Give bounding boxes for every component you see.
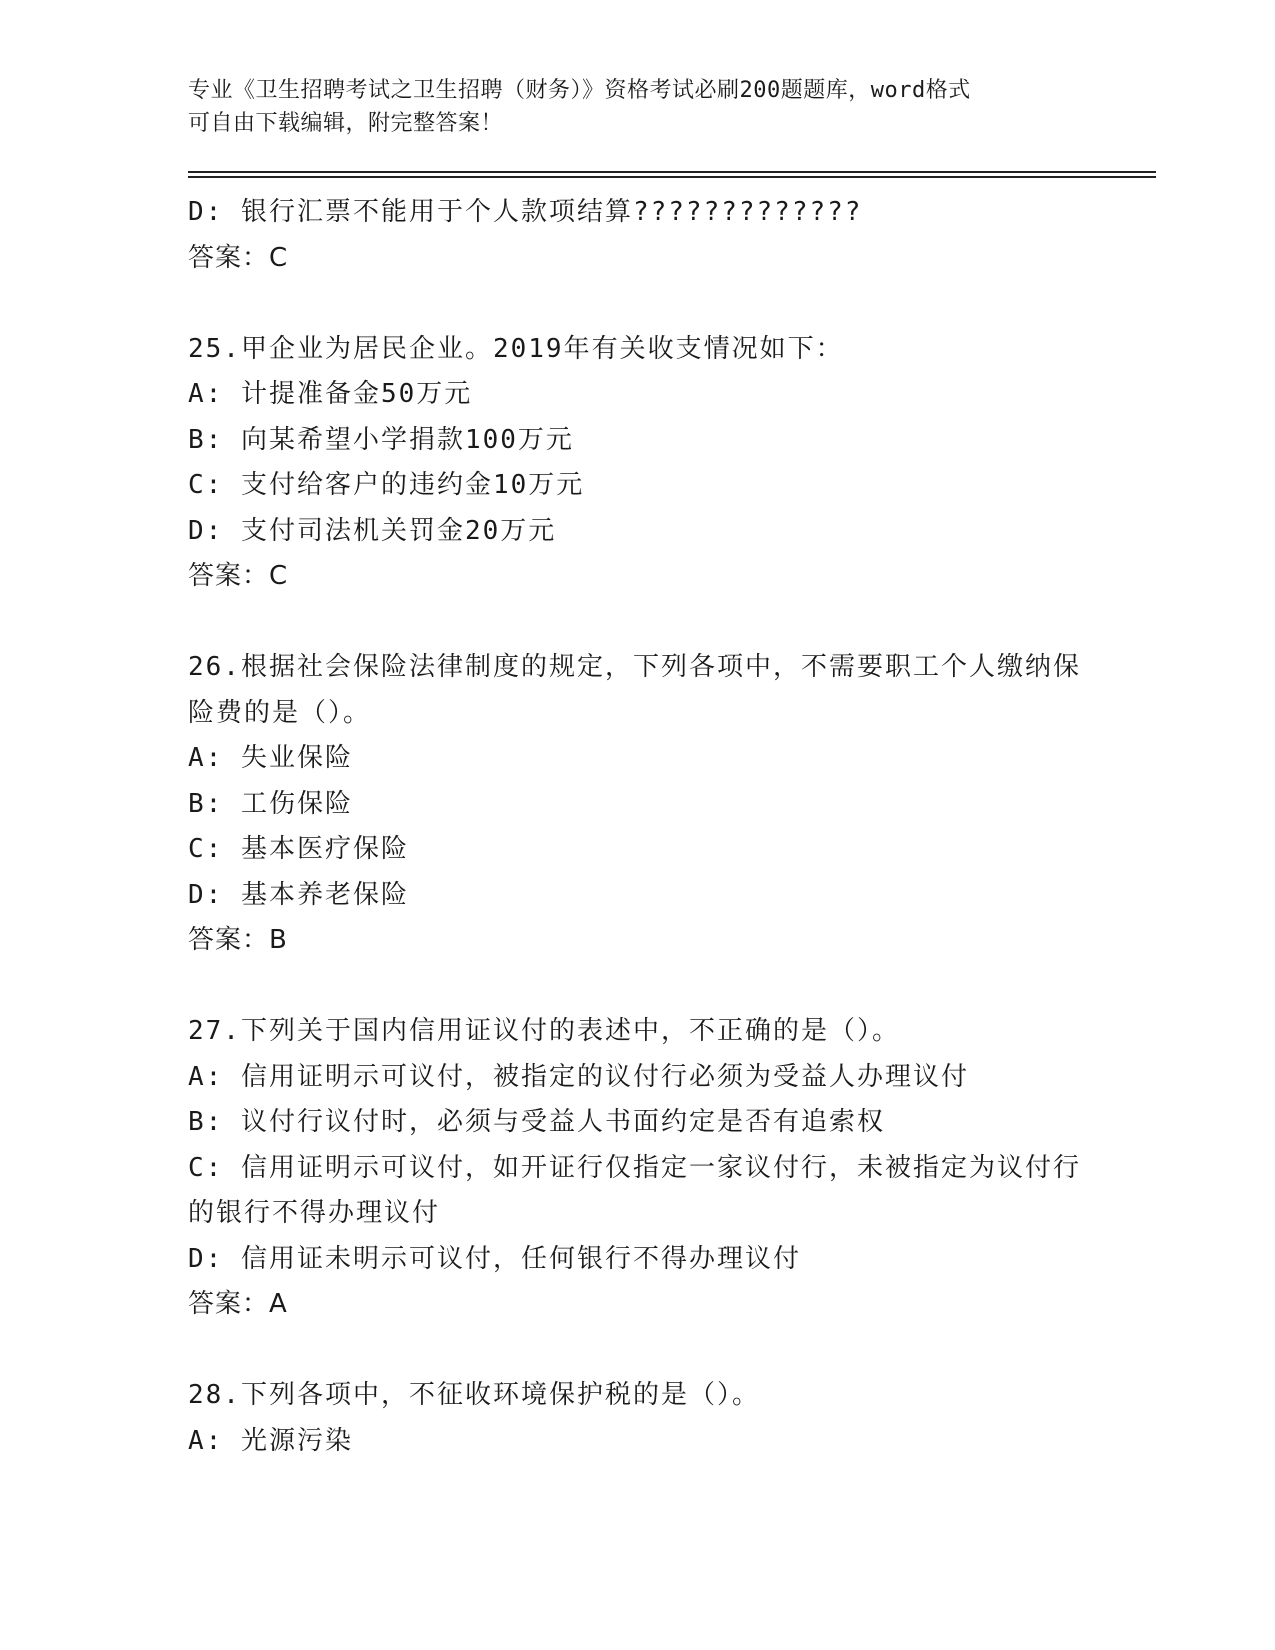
option-d: D: 基本养老保险 [188, 879, 409, 910]
option-a: A: 光源污染 [188, 1425, 353, 1456]
option-b: B: 议付行议付时，必须与受益人书面约定是否有追索权 [188, 1107, 885, 1137]
option-d: D: 信用证未明示可议付，任何银行不得办理议付 [188, 1243, 801, 1274]
answer: 答案：B [188, 925, 288, 955]
document-header [188, 74, 1088, 140]
header-rule-bottom [188, 176, 1156, 178]
answer: 答案：A [188, 1289, 288, 1319]
option-b: B: 向某希望小学捐款100万元 [188, 424, 574, 455]
question-text: 28.下列各项中，不征收环境保护税的是（）。 [188, 1380, 760, 1410]
option-d: D: 支付司法机关罚金20万元 [188, 515, 557, 546]
answer: 答案：C [188, 561, 289, 591]
option-a: A: 计提准备金50万元 [188, 379, 473, 409]
question-block [188, 645, 1088, 964]
question-block [188, 1373, 1088, 1464]
option-d: D: 银行汇票不能用于个人款项结算????????????? [188, 197, 863, 227]
question-text: 25.甲企业为居民企业。2019年有关收支情况如下： [188, 333, 844, 364]
option-c: C: 支付给客户的违约金10万元 [188, 470, 585, 500]
question-block [188, 327, 1088, 600]
header-rule-top [188, 171, 1156, 173]
question-block [188, 1009, 1088, 1328]
question-list [188, 190, 1088, 1464]
question-text: 27.下列关于国内信用证议付的表述中，不正确的是（）。 [188, 1016, 900, 1046]
option-b: B: 工伤保险 [188, 788, 353, 819]
option-c: C: 基本医疗保险 [188, 834, 409, 864]
question-text: 26.根据社会保险法律制度的规定，下列各项中，不需要职工个人缴纳保险费的是（）。 [188, 652, 1081, 728]
header-line-2: 可自由下载编辑，附完整答案！ [188, 111, 504, 136]
answer: 答案：C [188, 242, 289, 273]
option-a: A: 信用证明示可议付，被指定的议付行必须为受益人办理议付 [188, 1061, 969, 1092]
header-line-1: 专业《卫生招聘考试之卫生招聘（财务）》资格考试必刷200题题库，word格式 [188, 78, 971, 103]
option-a: A: 失业保险 [188, 743, 353, 773]
question-block [188, 190, 1088, 281]
option-c: C: 信用证明示可议付，如开证行仅指定一家议付行，未被指定为议付行的银行不得办理议付 [188, 1152, 1081, 1228]
